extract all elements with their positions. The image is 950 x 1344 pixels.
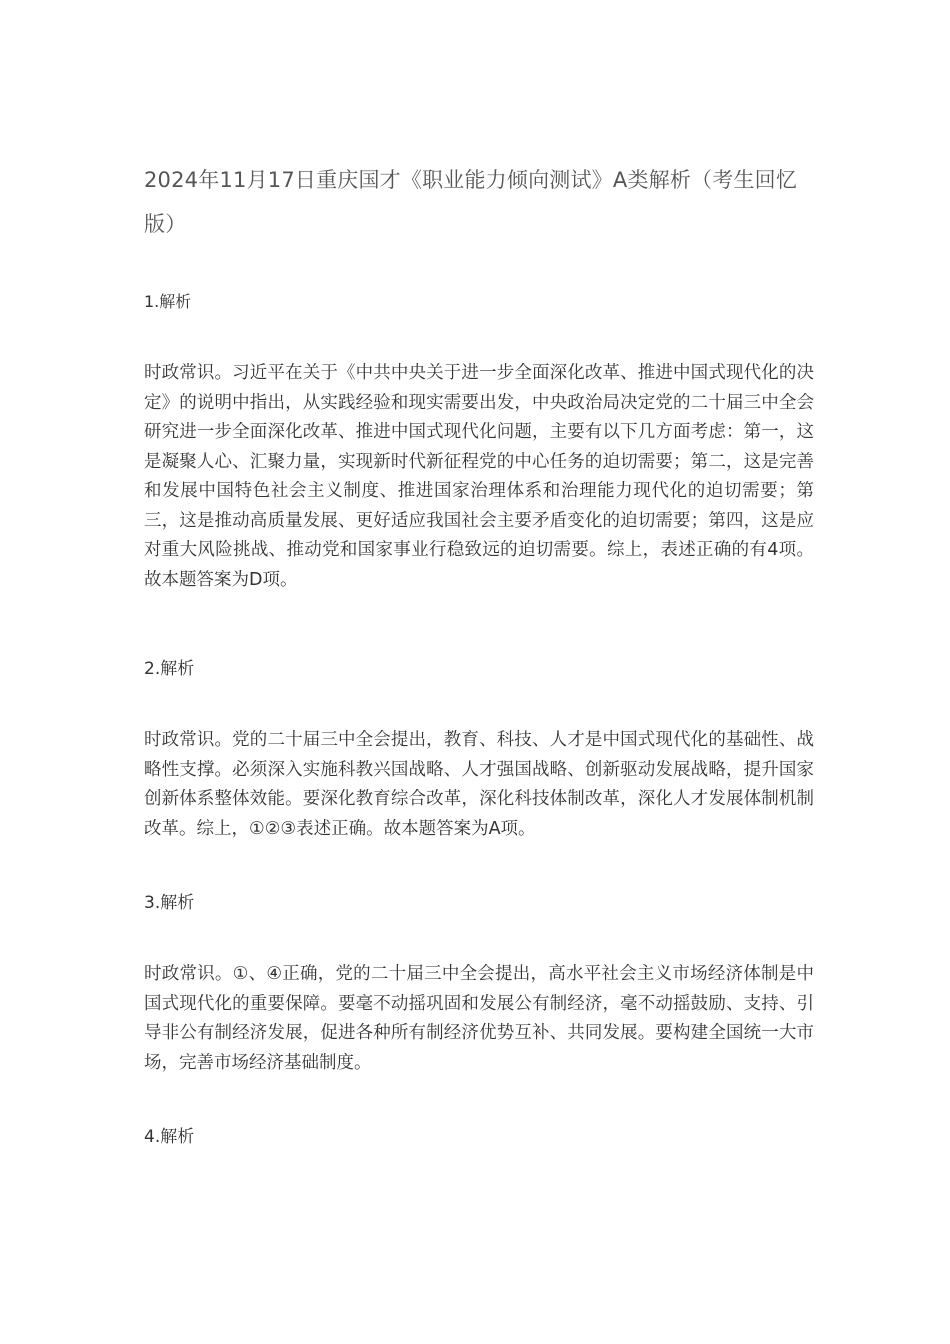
section-body-1: 时政常识。习近平在关于《中共中央关于进一步全面深化改革、推进中国式现代化的决定》的说明中指出，从实践经验和现实需要出发，中央政治局决定党的二十届三中全会研究进一步全面深化改革、推进中国式现代化问题，主要有以下几方面考虑：第一，这是凝聚人心、汇聚力量，实现新时代新征程党的中心任务的迫切需要；第二，这是完善和发展中国特色社会主义制度、推进国家治理体系和治理能力现代化的迫切需要；第三，这是推动高质量发展、更好适应我国社会主要矛盾变化的迫切需要；第四，这是应对重大风险挑战、推动党和国家事业行稳致远的迫切需要。综上，表述正确的有4项。故本题答案为D项。 <box>144 363 814 590</box>
section-heading-4: 4.解析 <box>144 1127 195 1147</box>
section-heading-3: 3.解析 <box>144 893 195 913</box>
document-title: 2024年11月17日重庆国才《职业能力倾向测试》A类解析（考生回忆版） <box>144 168 798 236</box>
section-heading-2: 2.解析 <box>144 659 195 679</box>
section-body-3: 时政常识。①、④正确，党的二十届三中全会提出，高水平社会主义市场经济体制是中国式现代化的重要保障。要毫不动摇巩固和发展公有制经济，毫不动摇鼓励、支持、引导非公有制经济发展，促进各种所有制经济优势互补、共同发展。要构建全国统一大市场，完善市场经济基础制度。 <box>144 964 814 1073</box>
section-heading-1: 1.解析 <box>144 292 192 311</box>
section-body-2: 时政常识。党的二十届三中全会提出，教育、科技、人才是中国式现代化的基础性、战略性支撑。必须深入实施科教兴国战略、人才强国战略、创新驱动发展战略，提升国家创新体系整体效能。要深化教育综合改革，深化科技体制改革，深化人才发展体制机制改革。综上，①②③表述正确。故本题答案为A项。 <box>144 730 814 839</box>
